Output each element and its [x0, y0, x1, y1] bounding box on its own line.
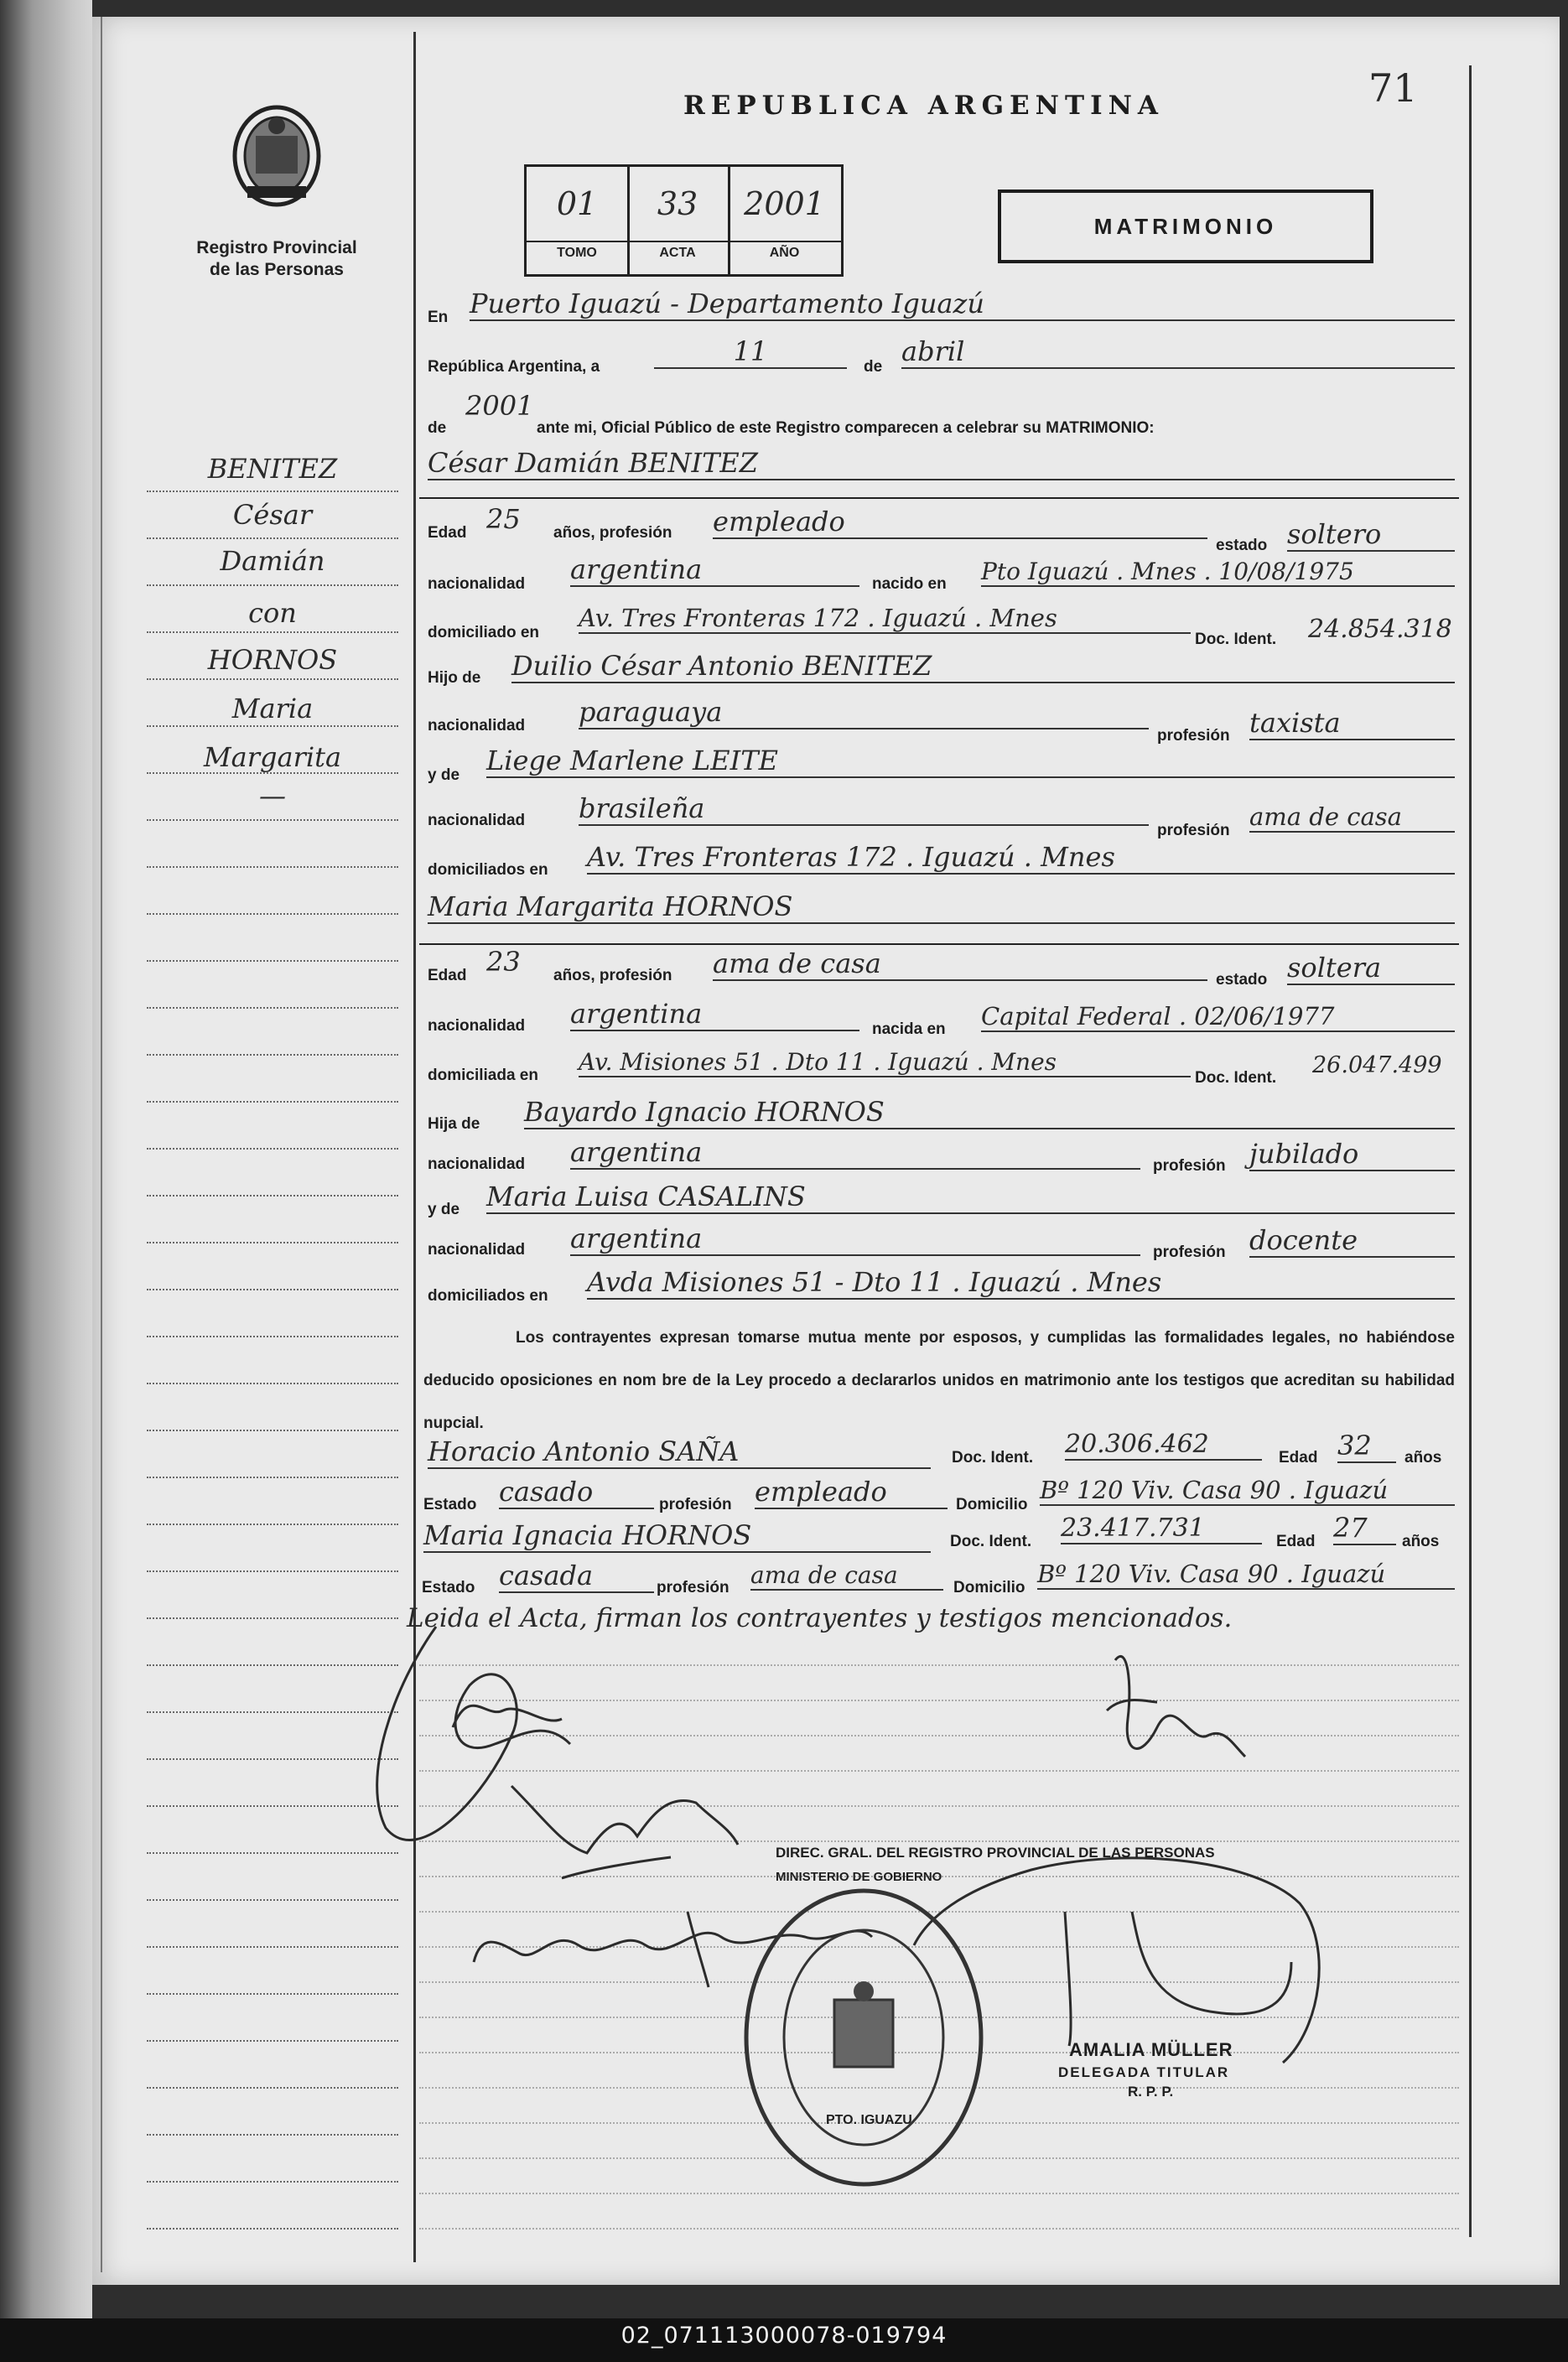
label-anos: años [1402, 1533, 1440, 1550]
label-domiciliado-en: domiciliado en [428, 624, 540, 641]
file-code: 02_071113000078-019794 [620, 2323, 948, 2349]
label-nacionalidad: nacionalidad [428, 1155, 526, 1173]
groom-father: Duilio César Antonio BENITEZ [511, 650, 1455, 683]
label-domicilio: Domicilio [956, 1496, 1028, 1513]
bride-civil-status: soltera [1287, 952, 1455, 985]
registry-name-line2: de las Personas [210, 260, 344, 279]
anio-value: 2001 [744, 185, 825, 222]
label-domiciliada-en: domiciliada en [428, 1067, 538, 1084]
witness1-signature [1107, 1656, 1245, 1757]
bride-nationality: argentina [570, 998, 859, 1031]
witness2-signature [474, 1912, 872, 1987]
label-doc-ident: Doc. Ident. [1195, 631, 1277, 648]
label-estado: Estado [422, 1579, 475, 1596]
groom-doc: 24.854.318 [1308, 615, 1452, 644]
witness1-age: 32 [1337, 1430, 1396, 1463]
groom-mother: Liege Marlene LEITE [486, 745, 1455, 778]
label-republica: República Argentina, a [428, 358, 600, 376]
margin-note-word: — [259, 780, 286, 812]
groom-profession: empleado [713, 506, 1207, 539]
intro-text: ante mi, Oficial Público de este Registro comparecen a celebrar su MATRIMONIO: [537, 419, 1155, 437]
anio-label: AÑO [728, 241, 841, 261]
label-doc-ident: Doc. Ident. [950, 1533, 1032, 1550]
label-edad: Edad [428, 524, 467, 542]
label-estado: estado [1216, 537, 1268, 554]
bride-father-nationality: argentina [570, 1136, 1140, 1170]
registry-seal [746, 1891, 981, 2184]
year-value: 2001 [465, 390, 534, 422]
seal-ring-text: DIREC. GRAL. DEL REGISTRO PROVINCIAL DE LAS PERSONAS [776, 1845, 1215, 1861]
label-edad: Edad [428, 967, 467, 984]
label-profesion: profesión [1153, 1157, 1226, 1175]
witness1-doc: 20.306.462 [1065, 1430, 1262, 1461]
label-en: En [428, 309, 449, 326]
officer-org: R. P. P. [1128, 2084, 1174, 2100]
margin-note-word: con [248, 597, 297, 629]
groom-civil-status: soltero [1287, 518, 1455, 552]
declaration-text: Los contrayentes expresan tomarse mutua mente por esposos, y cumplidas las formalidades legales, no habiéndose deducido oposiciones en nom bre de la Ley procedo a declararlos unidos en matrimonio ante los testigos que acreditan su habilidad nupcial. [423, 1329, 1455, 1432]
label-y-de: y de [428, 766, 460, 784]
witness2-civil-status: casada [499, 1560, 654, 1593]
groom-nationality: argentina [570, 553, 859, 587]
witness1-civil-status: casado [499, 1476, 654, 1509]
label-nacida-en: nacida en [872, 1020, 946, 1038]
bride-address: Av. Misiones 51 . Dto 11 . Iguazú . Mnes [579, 1048, 1191, 1077]
margin-note-word: Maria [231, 693, 314, 724]
groom-signature [377, 1627, 570, 1840]
label-hija-de: Hija de [428, 1115, 480, 1133]
label-domiciliados-en: domiciliados en [428, 861, 548, 879]
witness2-name: Maria Ignacia HORNOS [423, 1519, 931, 1553]
label-nacionalidad: nacionalidad [428, 575, 526, 593]
label-estado: Estado [423, 1496, 477, 1513]
label-profesion: profesión [1157, 727, 1230, 745]
label-edad: Edad [1279, 1449, 1318, 1467]
label-domiciliados-en: domiciliados en [428, 1287, 548, 1305]
groom-address: Av. Tres Fronteras 172 . Iguazú . Mnes [579, 604, 1191, 634]
groom-father-nationality: paraguaya [579, 696, 1149, 729]
label-domicilio: Domicilio [953, 1579, 1025, 1596]
margin-note-word: Damián [220, 545, 325, 577]
bride-signature [511, 1786, 738, 1878]
bride-parents-address: Avda Misiones 51 - Dto 11 . Iguazú . Mnes [587, 1266, 1455, 1300]
tomo-value: 01 [556, 185, 598, 222]
country-title: REPUBLICA ARGENTINA [683, 91, 1164, 121]
groom-mother-nationality: brasileña [579, 792, 1149, 826]
acta-label: ACTA [627, 241, 728, 261]
seal-town: PTO. IGUAZU [826, 2113, 912, 2127]
registry-name-line1: Registro Provincial [196, 238, 357, 257]
margin-note-word: Margarita [203, 741, 342, 773]
label-de: de [864, 358, 883, 376]
label-estado: estado [1216, 971, 1268, 989]
folio-number: 71 [1368, 65, 1418, 111]
label-hijo-de: Hijo de [428, 669, 481, 687]
bride-father-profession: jubilado [1249, 1138, 1455, 1171]
label-edad: Edad [1276, 1533, 1316, 1550]
label-anos-profesion: años, profesión [553, 524, 672, 542]
bride-name: Maria Margarita HORNOS [428, 890, 1455, 924]
label-profesion: profesión [1157, 822, 1230, 839]
bride-mother: Maria Luisa CASALINS [486, 1181, 1455, 1214]
witness2-profession: ama de casa [750, 1561, 943, 1591]
groom-birth: Pto Iguazú . Mnes . 10/08/1975 [981, 558, 1455, 587]
margin-note-word: César [232, 499, 313, 531]
tomo-label: TOMO [527, 241, 627, 261]
label-nacido-en: nacido en [872, 575, 947, 593]
bride-mother-profession: docente [1249, 1224, 1455, 1258]
bride-birth: Capital Federal . 02/06/1977 [981, 1002, 1455, 1032]
officer-name: AMALIA MÜLLER [1069, 2039, 1233, 2060]
bride-age: 23 [486, 946, 521, 978]
groom-age: 25 [486, 503, 521, 535]
label-profesion: profesión [1153, 1243, 1226, 1261]
label-anos-profesion: años, profesión [553, 967, 672, 984]
witness2-address: Bº 120 Viv. Casa 90 . Iguazú [1037, 1560, 1455, 1590]
officer-signature [914, 1858, 1319, 2063]
label-nacionalidad: nacionalidad [428, 717, 526, 735]
label-nacionalidad: nacionalidad [428, 812, 526, 829]
margin-note-word: HORNOS [207, 644, 338, 676]
bride-doc: 26.047.499 [1312, 1052, 1442, 1078]
groom-parents-address: Av. Tres Fronteras 172 . Iguazú . Mnes [587, 841, 1455, 875]
closing-text: Leida el Acta, firman los contrayentes y testigos mencionados. [407, 1603, 1233, 1633]
bride-profession: ama de casa [713, 947, 1207, 981]
acta-value: 33 [657, 185, 698, 222]
label-doc-ident: Doc. Ident. [1195, 1069, 1277, 1087]
witness1-profession: empleado [755, 1476, 948, 1509]
witness1-address: Bº 120 Viv. Casa 90 . Iguazú [1040, 1476, 1455, 1506]
label-nacionalidad: nacionalidad [428, 1017, 526, 1035]
document-type: MATRIMONIO [1093, 214, 1278, 239]
groom-father-profession: taxista [1249, 707, 1455, 740]
label-profesion: profesión [657, 1579, 729, 1596]
margin-note-word: BENITEZ [207, 453, 338, 485]
label-profesion: profesión [659, 1496, 732, 1513]
place-value: Puerto Iguazú - Departamento Iguazú [470, 288, 1455, 321]
label-doc-ident: Doc. Ident. [952, 1449, 1034, 1467]
day-value: 11 [654, 335, 847, 369]
bride-mother-nationality: argentina [570, 1223, 1140, 1256]
label-y-de: y de [428, 1201, 460, 1218]
officer-title: DELEGADA TITULAR [1058, 2064, 1230, 2080]
label-de-year: de [428, 419, 447, 437]
witness2-doc: 23.417.731 [1061, 1513, 1262, 1544]
month-value: abril [901, 335, 1455, 369]
witness1-name: Horacio Antonio SAÑA [428, 1435, 931, 1469]
witness2-age: 27 [1333, 1512, 1396, 1545]
bride-father: Bayardo Ignacio HORNOS [524, 1096, 1455, 1129]
label-nacionalidad: nacionalidad [428, 1241, 526, 1259]
groom-mother-profession: ama de casa [1249, 802, 1455, 833]
label-anos: años [1404, 1449, 1442, 1467]
seal-inner-text: MINISTERIO DE GOBIERNO [776, 1870, 942, 1884]
groom-name: César Damián BENITEZ [428, 447, 1455, 480]
